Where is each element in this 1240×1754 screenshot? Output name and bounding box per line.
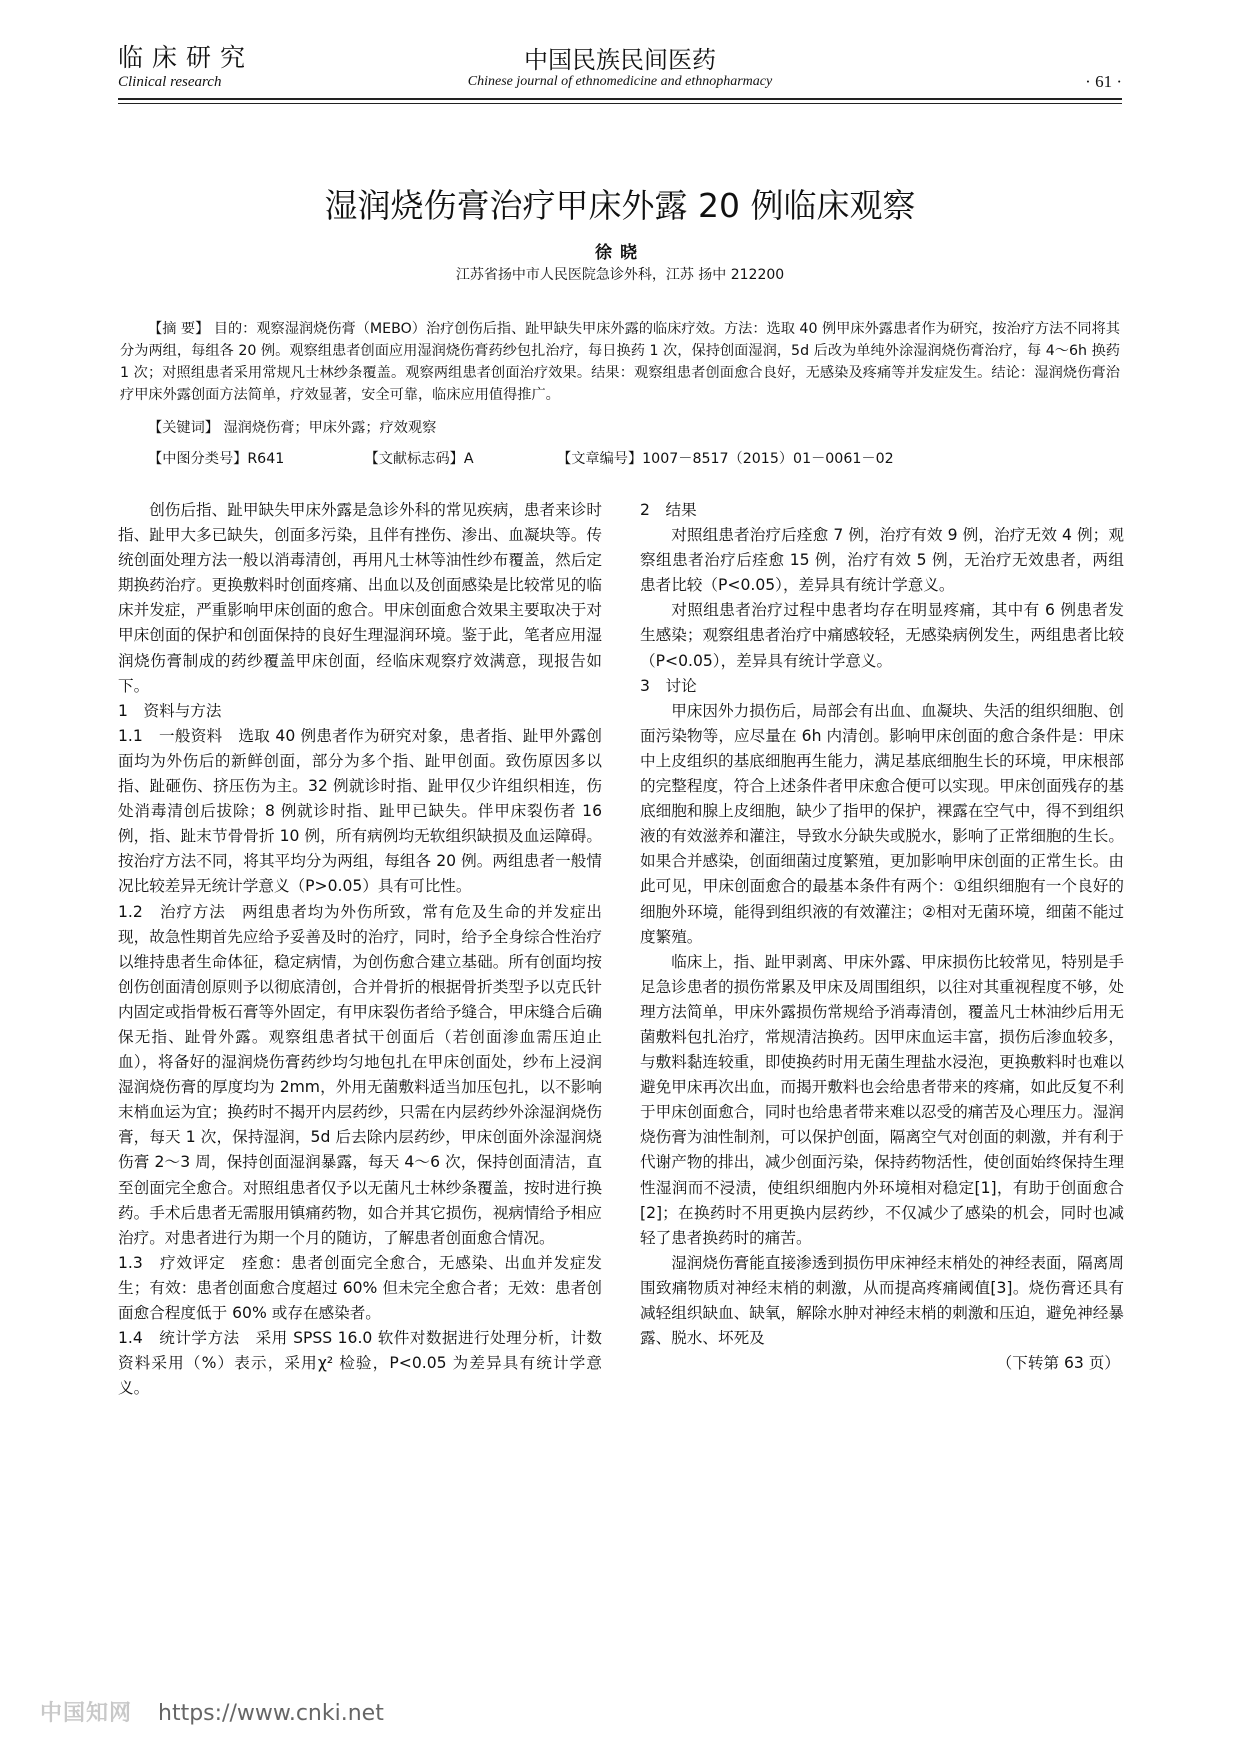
subsection-paragraph: 1.2 治疗方法 两组患者均为外伤所致，常有危及生命的并发症出现，故急性期首先应给予妥善及时的治疗，同时，给予全身综合性治疗以维持患者生命体征，稳定病情，为创伤愈合建立基础。所有创面均按创伤创面清创原则予以彻底清创，合并骨折的根据骨折类型予以克氏针内固定或指骨板石膏等外固定，有甲床裂伤者给予缝合，甲床缝合后确保无指、趾骨外露。观察组患者拭干创面后（若创面渗血需压迫止血），将备好的湿润烧伤膏药纱均匀地包扎在甲床创面处，纱布上浸润湿润烧伤膏的厚度均为 2mm，外用无菌敷料适当加压包扎，以不影响末梢血运为宜；换药时不揭开内层药纱，只需在内层药纱外涂湿润烧伤膏，每天 1 次，保持湿润，5d 后去除内层药纱，甲床创面外涂湿润烧伤膏 2～3 周，保持创面湿润暴露，每天 4～6 次，保持创面清洁，直至创面完全愈合。对照组患者仅予以无菌凡士林纱条覆盖，按时进行换药。手术后患者无需服用镇痛药物，如合并其它损伤，视病情给予相应治疗。对患者进行为期一个月的随访，了解患者创面愈合情况。	[118, 902, 602, 1247]
subsection-paragraph: 1.3 疗效评定 痊愈：患者创面完全愈合，无感染、出血并发症发生；有效：患者创面愈合度超过 60% 但未完全愈合者；无效：患者创面愈合程度低于 60% 或存在感染者。	[118, 1253, 602, 1322]
journal-name-en: Chinese journal of ethnomedicine and ethnopharmacy	[467, 74, 773, 89]
cnki-url[interactable]: https://www.cnki.net	[158, 1701, 384, 1726]
body-paragraph: 对照组患者治疗后痊愈 7 例，治疗有效 9 例，治疗无效 4 例；观察组患者治疗后痊愈 15 例，治疗有效 5 例，无治疗无效患者，两组患者比较（P<0.05），差异具有统计学意义。	[640, 526, 1124, 595]
article-title: 湿润烧伤膏治疗甲床外露 20 例临床观察	[324, 186, 916, 225]
section-heading: 2 结果	[640, 501, 697, 519]
article-author: 徐晓	[595, 243, 645, 263]
subsection-paragraph: 1.4 统计学方法 采用 SPSS 16.0 软件对数据进行处理分析，计数资料采用（%）表示，采用χ² 检验，P<0.05 为差异具有统计学意义。	[118, 1329, 602, 1398]
cnki-logo: 中国知网	[40, 1701, 133, 1726]
body-paragraph: 对照组患者治疗过程中患者均存在明显疼痛，其中有 6 例患者发生感染；观察组患者治疗中痛感较轻，无感染病例发生，两组患者比较（P<0.05），差异具有统计学意义。	[640, 601, 1124, 670]
section-title-en: Clinical research	[118, 74, 222, 90]
document-code: 【文献标志码】A	[364, 451, 474, 467]
left-column	[118, 498, 602, 1401]
article-affiliation: 江苏省扬中市人民医院急诊外科，江苏 扬中 212200	[455, 267, 785, 283]
section-title: 临床研究	[118, 43, 255, 72]
body-paragraph: 创伤后指、趾甲缺失甲床外露是急诊外科的常见疾病，患者来诊时指、趾甲大多已缺失，创面多污染，且伴有挫伤、渗出、血凝块等。传统创面处理方法一般以消毒清创，再用凡士林等油性纱布覆盖，然后定期换药治疗。更换敷料时创面疼痛、出血以及创面感染是比较常见的临床并发症，严重影响甲床创面的愈合。甲床创面愈合效果主要取决于对甲床创面的保护和创面保持的良好生理湿润环境。鉴于此，笔者应用湿润烧伤膏制成的药纱覆盖甲床创面，经临床观察疗效满意，现报告如下。	[118, 501, 602, 695]
header-rule	[118, 98, 1122, 100]
section-heading: 1 资料与方法	[118, 701, 222, 720]
journal-name: 中国民族民间医药	[524, 46, 716, 74]
clc-number: 【中图分类号】R641	[148, 451, 285, 467]
page-number: · 61 ·	[1085, 72, 1122, 91]
classification-line	[148, 448, 1118, 468]
body-paragraph: 临床上，指、趾甲剥离、甲床外露、甲床损伤比较常见，特别是手足急诊患者的损伤常累及甲床及周围组织，以往对其重视程度不够，处理方法简单，甲床外露损伤常规给予消毒清创，覆盖凡士林油纱后用无菌敷料包扎治疗，常规清洁换药。因甲床血运丰富，损伤后渗血较多，与敷料黏连较重，即使换药时用无菌生理盐水浸泡，更换敷料时也难以避免甲床再次出血，而揭开敷料也会给患者带来的疼痛，如此反复不利于甲床创面愈合，同时也给患者带来难以忍受的痛苦及心理压力。湿润烧伤膏为油性制剂，可以保护创面，隔离空气对创面的刺激，并有利于代谢产物的排出，减少创面污染，保持药物活性，使创面始终保持生理性湿润而不浸渍，使组织细胞内外环境相对稳定[1]，有助于创面愈合[2]；在换药时不用更换内层药纱，不仅减少了感染的机会，同时也减轻了患者换药时的痛苦。	[640, 952, 1124, 1247]
footer	[40, 1696, 384, 1727]
right-column	[640, 498, 1124, 1376]
body-paragraph: 湿润烧伤膏能直接渗透到损伤甲床神经末梢处的神经表面，隔离周围致痛物质对神经末梢的刺激，从而提高疼痛阈值[3]。烧伤膏还具有减轻组织缺血、缺氧，解除水肿对神经末梢的刺激和压迫，避免神经暴露、脱水、坏死及	[640, 1253, 1124, 1348]
article-number: 【文章编号】1007－8517（2015）01－0061－02	[557, 451, 894, 467]
subsection-paragraph: 1.1 一般资料 选取 40 例患者作为研究对象，患者指、趾甲外露创面均为外伤后的新鲜创面，部分为多个指、趾甲创面。致伤原因多以指、趾砸伤、挤压伤为主。32 例就诊时指、趾甲仅少许组织相连，伤处消毒清创后拔除；8 例就诊时指、趾甲已缺失。伴甲床裂伤者 16 例，指、趾末节骨骨折 10 例，所有病例均无软组织缺损及血运障碍。按治疗方法不同，将其平均分为两组，每组各 20 例。两组患者一般情况比较差异无统计学意义（P>0.05）具有可比性。	[118, 726, 602, 896]
abstract: 【摘 要】 目的：观察湿润烧伤膏（MEBO）治疗创伤后指、趾甲缺失甲床外露的临床疗效。方法：选取 40 例甲床外露患者作为研究，按治疗方法不同将其分为两组，每组各 20 例。观察组患者创面应用湿润烧伤膏药纱包扎治疗，每日换药 1 次，保持创面湿润，5d 后改为单纯外涂湿润烧伤膏治疗，每 4～6h 换药 1 次；对照组患者采用常规凡士林纱条覆盖。观察两组患者创面治疗效果。结果：观察组患者创面愈合良好，无感染及疼痛等并发症发生。结论：湿润烧伤膏治疗甲床外露创面方法简单，疗效显著，安全可靠，临床应用值得推广。	[120, 321, 1120, 403]
header-rule-thin	[118, 103, 1122, 104]
keywords: 【关键词】 湿润烧伤膏；甲床外露；疗效观察	[148, 420, 437, 436]
body-paragraph: 甲床因外力损伤后，局部会有出血、血凝块、失活的组织细胞、创面污染物等，应尽量在 6h 内清创。影响甲床创面的愈合条件是：甲床中上皮组织的基底细胞再生能力，满足基底细胞生长的环境，甲床根部的完整程度，符合上述条件者甲床愈合便可以实现。甲床创面残存的基底细胞和腺上皮细胞，缺少了指甲的保护，裸露在空气中，得不到组织液的有效滋养和灌注，导致水分缺失或脱水，影响了正常细胞的生长。如果合并感染，创面细菌过度繁殖，更加影响甲床创面的正常生长。由此可见，甲床创面愈合的最基本条件有两个：①组织细胞有一个良好的细胞外环境，能得到组织液的有效灌注；②相对无菌环境，细菌不能过度繁殖。	[640, 701, 1124, 946]
section-heading: 3 讨论	[640, 676, 697, 695]
continued-note: （下转第 63 页）	[996, 1354, 1120, 1373]
